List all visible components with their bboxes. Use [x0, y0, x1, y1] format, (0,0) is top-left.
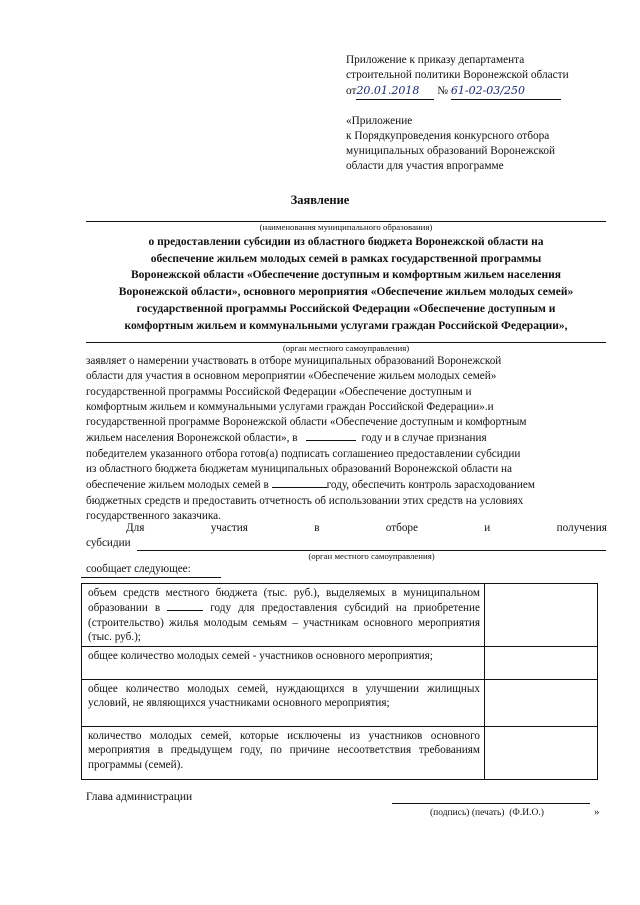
signature-captions	[430, 808, 544, 818]
year-blank-3[interactable]	[167, 600, 203, 611]
body-line: государственного заказчика.	[86, 509, 221, 522]
year-blank-2[interactable]	[272, 477, 327, 488]
body-line: бюджетных средств и предоставить отчетность об использовании этих средств на условиях	[86, 494, 524, 507]
handwritten-number-value: 61-02-03/250	[450, 84, 526, 97]
participation-word: отборе	[385, 522, 418, 534]
annex-line-1: «Приложение	[346, 115, 413, 127]
body-text: жильем населения Воронежской области», в	[86, 432, 298, 445]
body-line: государственной программы Российской Федерации «Обеспечение доступным и	[86, 385, 472, 398]
closing-quote: »	[594, 806, 600, 818]
authority-caption: (орган местного самоуправления)	[282, 343, 410, 353]
subject-line: государственной программы Российской Федерации «Обеспечение доступным и	[136, 302, 556, 315]
body-line: из областного бюджета бюджетам муниципальных образований Воронежской области на	[86, 463, 512, 476]
handwritten-date	[356, 83, 434, 100]
participation-word: в	[314, 522, 320, 534]
participation-word: и	[484, 522, 491, 534]
row-text: объем средств местного бюджета (тыс. руб.), выделяемых в муниципальном образовании в	[88, 587, 480, 615]
authority-caption-2: (орган местного самоуправления)	[308, 551, 435, 561]
body-line: победителем указанного отбора готов(а) подписать соглашениео предоставлении субсидии	[86, 447, 521, 460]
date-prefix: от	[346, 85, 357, 97]
annex-line-4: области для участия впрограмме	[346, 160, 504, 172]
annex-line-3: муниципальных образований Воронежской	[346, 145, 556, 157]
municipal-data-table	[81, 583, 598, 780]
subsidy-word: субсидии	[86, 537, 131, 549]
table-cell-value[interactable]	[485, 647, 598, 680]
table-row	[82, 727, 598, 780]
participation-line	[86, 522, 607, 534]
table-cell-label	[82, 584, 485, 647]
table-cell-value[interactable]	[485, 584, 598, 647]
body-text: году, обеспечить контроль зарасходованием	[326, 479, 535, 492]
caption-sign: (подпись)	[430, 808, 470, 818]
header-date-line	[346, 83, 606, 100]
reports-underline	[81, 577, 221, 578]
body-line: области для участия в основном мероприятии «Обеспечение жильем молодых семей»	[86, 370, 497, 383]
body-line: заявляет о намерении участвовать в отборе муниципальных образований Воронежской	[86, 355, 502, 367]
body-text: году и в случае признания	[361, 432, 487, 445]
application-subject	[86, 234, 606, 334]
body-text: обеспечение жильем молодых семей в	[86, 479, 269, 492]
reports-following: сообщает следующее:	[86, 563, 191, 575]
table-row	[82, 584, 598, 647]
header-line-1: Приложение к приказу департамента	[346, 54, 525, 66]
municipality-caption: (наименования муниципального образования)	[259, 222, 433, 232]
document-title: Заявление	[290, 193, 350, 207]
head-of-administration: Глава администрации	[86, 791, 193, 803]
annex-line-2: к Порядкупроведения конкурсного отбора	[346, 130, 550, 142]
year-blank-1[interactable]	[306, 430, 356, 441]
table-cell-value[interactable]	[485, 680, 598, 727]
participation-word: участия	[210, 522, 248, 534]
body-line: комфортным жильем и коммунальными услугами граждан Российской Федерации».и	[86, 400, 494, 413]
subject-line: комфортным жильем и коммунальными услугами граждан Российской Федерации»,	[124, 319, 568, 332]
number-label: №	[437, 85, 449, 97]
handwritten-number	[451, 83, 561, 100]
table-cell-label: общее количество молодых семей, нуждающихся в улучшении жилищных условий, не являющихся участниками основного мероприятия;	[82, 680, 485, 727]
handwritten-date-value: 20.01.2018	[356, 84, 420, 97]
table-row	[82, 680, 598, 727]
header-line-2: строительной политики Воронежской области	[346, 69, 569, 81]
table-row	[82, 647, 598, 680]
table-cell-label: общее количество молодых семей - участников основного мероприятия;	[82, 647, 485, 680]
body-line: государственной программе Воронежской области «Обеспечение доступным и комфортным	[86, 416, 527, 429]
caption-name: (Ф.И.О.)	[509, 808, 544, 818]
caption-seal: (печать)	[471, 808, 505, 818]
application-body	[86, 354, 607, 524]
body-line-year	[86, 430, 607, 446]
subject-line: Воронежской области «Обеспечение доступным и комфортным жильем населения	[130, 269, 561, 282]
row-text: году для предоставления субсидий на приобретение (строительство) жилья молодым семьям – участникам основного мероприятия (тыс. руб.);	[88, 602, 481, 643]
order-annex-header	[346, 53, 606, 100]
signature-line[interactable]	[392, 803, 590, 804]
body-line-year	[86, 477, 607, 493]
subject-line: Воронежской области», основного мероприятия «Обеспечение жильем молодых семей»	[118, 286, 574, 299]
subject-line: о предоставлении субсидии из областного бюджета Воронежской области на	[148, 236, 544, 248]
subject-line: обеспечение жильем молодых семей в рамках государственной программы	[150, 252, 542, 265]
participation-word: получения	[556, 522, 607, 534]
table-cell-value[interactable]	[485, 727, 598, 780]
table-cell-label: количество молодых семей, которые исключены из участников основного мероприятия в предыдущем году, по причине несоответствия требованиям программы (семей).	[82, 727, 485, 780]
participation-word: Для	[126, 522, 145, 534]
annex-reference	[346, 114, 606, 174]
